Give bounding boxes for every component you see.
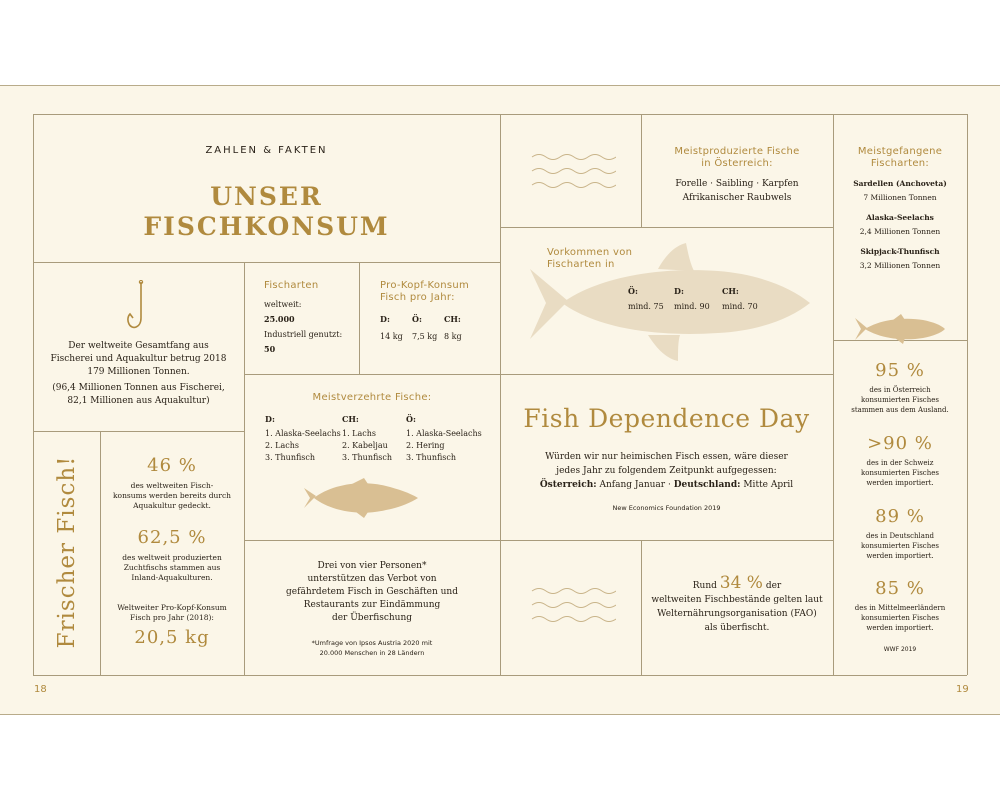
country-label: CH: <box>444 314 461 324</box>
kicker: ZAHLEN & FAKTEN <box>205 145 328 156</box>
list-item: 2. Lachs <box>265 441 299 450</box>
rund-text: Welternährungsorganisation (FAO) <box>657 609 817 619</box>
fish-hook-icon <box>124 280 154 334</box>
stat-text: des weltweit produzierten <box>122 553 222 562</box>
country-label: Ö: <box>406 414 416 424</box>
rund-text: Rund <box>692 581 717 591</box>
meistproduziert-text: Forelle · Saibling · Karpfen <box>675 179 799 189</box>
vorkommen-value: mind. 90 <box>674 302 710 311</box>
import-text: werden importiert. <box>866 479 934 487</box>
prokopf-section <box>359 262 500 374</box>
rund-text: weltweiten Fischbestände gelten laut <box>651 595 823 605</box>
frame-right <box>967 114 968 675</box>
frischer-fisch-title: Frischer Fisch! <box>53 455 80 649</box>
industriell-value: 50 <box>264 344 276 354</box>
import-text: des in Mittelmeerländern <box>854 604 946 612</box>
fdd-section <box>500 374 833 540</box>
umfrage-text: Drei von vier Personen* <box>317 561 427 571</box>
meistproduziert-label: in Österreich: <box>701 158 773 169</box>
prokopf-table <box>380 314 468 342</box>
fdd-text: jedes Jahr zu folgendem Zeitpunkt aufgegessen: <box>556 466 777 476</box>
stat-text: Inland-Aquakulturen. <box>131 573 213 582</box>
country-label: Ö: <box>412 314 422 324</box>
stat-text: konsums werden bereits durch <box>113 491 231 500</box>
meistgefangen-section <box>833 114 967 340</box>
import-value: 89 % <box>875 506 925 527</box>
frame-bottom <box>33 675 967 676</box>
country-label: Ö: <box>628 286 638 296</box>
import-text: werden importiert. <box>866 624 934 632</box>
fischarten-section <box>244 262 359 374</box>
fish-amount: 3,2 Millionen Tonnen <box>859 261 941 270</box>
umfrage-text: unterstützen das Verbot von <box>307 574 437 584</box>
fish-amount: 2,4 Millionen Tonnen <box>859 227 941 236</box>
fdd-date: Anfang Januar <box>599 480 666 490</box>
fdd-country-label: Österreich: <box>539 480 597 490</box>
fischarten-label: Fischarten <box>264 280 319 291</box>
weltweit-label: weltweit: <box>264 300 302 309</box>
import-text: konsumierten Fisches <box>861 542 939 550</box>
umfrage-footnote: *Umfrage von Ipsos Austria 2020 mit <box>311 639 433 647</box>
header-section <box>33 114 500 262</box>
frischer-stats <box>100 431 244 675</box>
list-item: 3. Thunfisch <box>406 453 457 462</box>
page-number-right: 19 <box>956 684 969 695</box>
page-title-line2: FISCHKONSUM <box>143 212 390 241</box>
vorkommen-label: Vorkommen von <box>547 247 633 258</box>
frischer-title-cell <box>33 431 100 675</box>
stat-text: Weltweiter Pro-Kopf-Konsum <box>117 603 227 612</box>
meistverzehrt-column <box>406 414 486 464</box>
vorkommen-label: Fischarten in <box>547 259 615 270</box>
umfrage-text: gefährdetem Fisch in Geschäften und <box>286 587 458 597</box>
page-title-line1: UNSER <box>210 182 323 211</box>
import-text: konsumierten Fisches <box>861 614 939 622</box>
stat-text: Fisch pro Jahr (2018): <box>130 613 214 622</box>
fdd-date: Mitte April <box>743 480 794 490</box>
list-item: 1. Lachs <box>342 429 376 438</box>
stat-text: Zuchtfischs stammen aus <box>123 563 221 572</box>
meistproduziert-label: Meistproduzierte Fische <box>674 146 800 157</box>
prokopf-value: 14 kg <box>380 332 403 341</box>
umfrage-text: der Überfischung <box>331 613 413 623</box>
stat-value: 20,5 kg <box>134 627 210 648</box>
vorkommen-value: mind. 70 <box>722 302 758 311</box>
fdd-separator: · <box>667 480 671 490</box>
country-label: D: <box>265 414 275 424</box>
salmon-fish-icon <box>302 478 420 518</box>
import-text: konsumierten Fisches <box>861 469 939 477</box>
prokopf-label: Fisch pro Jahr: <box>380 292 455 303</box>
weltweit-value: 25.000 <box>264 314 295 324</box>
prokopf-value: 8 kg <box>444 332 462 341</box>
meistproduziert-text: Afrikanischer Raubwels <box>682 193 792 203</box>
meistproduziert-section <box>641 114 833 227</box>
import-text: stammen aus dem Ausland. <box>851 406 949 414</box>
import-value: 85 % <box>875 578 925 599</box>
import-text: des in Österreich <box>869 386 931 394</box>
vorkommen-section <box>500 227 833 374</box>
fdd-text: Würden wir nur heimischen Fisch essen, wäre dieser <box>545 452 788 462</box>
fdd-country-label: Deutschland: <box>673 480 741 490</box>
umfrage-text: Restaurants zur Eindämmung <box>303 600 441 610</box>
list-item: 1. Alaska-Seelachs <box>406 429 482 438</box>
rund-text: der <box>765 581 782 591</box>
fish-name: Skipjack-Thunfisch <box>860 247 940 256</box>
list-item: 1. Alaska-Seelachs <box>265 429 341 438</box>
list-item: 2. Hering <box>406 441 445 450</box>
stat-value: 46 % <box>147 455 197 476</box>
country-label: D: <box>380 314 390 324</box>
gesamtfang-text: 179 Millionen Tonnen. <box>87 367 190 377</box>
stat-text: des weltweiten Fisch- <box>130 481 214 490</box>
meistgefangen-label: Fischarten: <box>870 158 930 169</box>
gesamtfang-section <box>33 262 244 431</box>
fdd-title: Fish Dependence Day <box>523 404 810 433</box>
stat-value: 62,5 % <box>137 527 207 548</box>
waves-cell <box>500 540 641 675</box>
country-label: CH: <box>342 414 359 424</box>
gesamtfang-text: Fischerei und Aquakultur betrug 2018 <box>50 354 227 364</box>
import-text: des in Deutschland <box>866 532 934 540</box>
fish-amount: 7 Millionen Tonnen <box>863 193 937 202</box>
fish-name: Alaska-Seelachs <box>866 213 934 222</box>
book-spread <box>0 85 1000 715</box>
ueberfischt-section <box>641 540 833 675</box>
stat-text: Aquakultur gedeckt. <box>133 501 211 510</box>
gesamtfang-text: Der weltweite Gesamtfang aus <box>68 341 209 351</box>
vorkommen-value: mind. 75 <box>628 302 664 311</box>
umfrage-footnote: 20.000 Menschen in 28 Ländern <box>319 649 425 657</box>
gesamtfang-text: 82,1 Millionen aus Aquakultur) <box>67 396 210 406</box>
page-number-left: 18 <box>34 684 47 695</box>
meistverzehrt-section <box>244 374 500 540</box>
import-text: des in der Schweiz <box>866 459 934 467</box>
rund-text: als überfischt. <box>704 623 770 633</box>
meistverzehrt-column <box>342 414 406 464</box>
fish-name: Sardellen (Anchoveta) <box>853 179 947 188</box>
waves-icon <box>530 586 616 626</box>
waves-icon <box>530 152 616 192</box>
import-value: >90 % <box>867 433 933 454</box>
country-label: D: <box>674 286 684 296</box>
gesamtfang-text: (96,4 Millionen Tonnen aus Fischerei, <box>52 383 225 393</box>
industriell-label: Industriell genutzt: <box>264 330 343 339</box>
import-section <box>833 340 967 675</box>
import-source: WWF 2019 <box>883 646 917 653</box>
country-label: CH: <box>722 286 739 296</box>
list-item: 3. Thunfisch <box>342 453 393 462</box>
waves-cell <box>500 114 641 227</box>
meistverzehrt-column <box>265 414 342 464</box>
prokopf-label: Pro-Kopf-Konsum <box>380 280 470 291</box>
import-text: konsumierten Fisches <box>861 396 939 404</box>
umfrage-section <box>244 540 500 675</box>
rund-value: 34 % <box>719 573 763 593</box>
list-item: 3. Thunfisch <box>265 453 316 462</box>
fdd-source: New Economics Foundation 2019 <box>612 504 721 512</box>
import-text: werden importiert. <box>866 552 934 560</box>
list-item: 2. Kabeljau <box>342 441 388 450</box>
meistgefangen-label: Meistgefangene <box>857 146 943 157</box>
import-value: 95 % <box>875 360 925 381</box>
meistverzehrt-label: Meistverzehrte Fische: <box>312 392 432 403</box>
prokopf-value: 7,5 kg <box>412 332 438 341</box>
